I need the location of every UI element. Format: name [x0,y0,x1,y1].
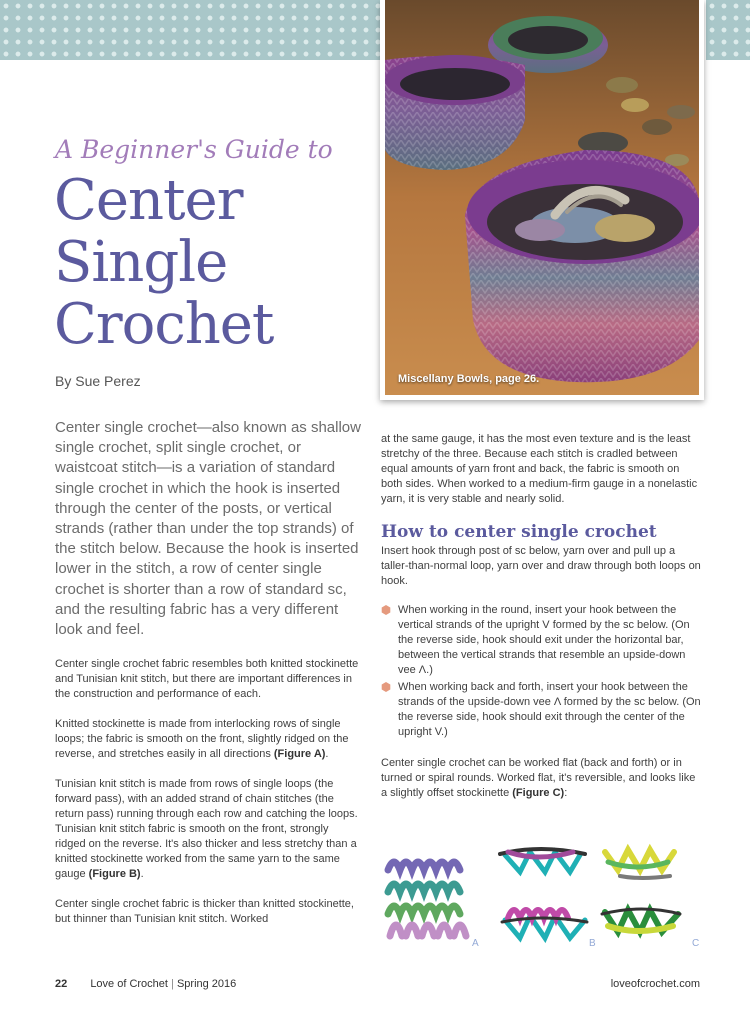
title-line-3: Crochet [54,292,274,357]
stitch-figures [380,840,700,955]
right-paragraph-3 [381,756,701,801]
left-paragraph-4: Center single crochet fabric is thicker than knitted stockinette, but thinner than Tunisian knit stitch. Worked [55,898,354,925]
figure-b-diagram [500,849,587,938]
footer-separator: | [171,978,174,990]
right-paragraph-3-text: Center single crochet can be worked flat (back and forth) or in turned or spiral rounds. Worked flat, it's reversible, and looks like a slightly offset stockinette [381,757,696,799]
left-paragraph-1: Center single crochet fabric resembles both knitted stockinette and Tunisian knit stitch, but there are important differences in the construction and performance of each. [55,658,359,700]
stitch-diagrams-illustration [380,840,700,955]
polka-dot-banner-right [706,0,750,60]
bowls-photo-frame [380,0,704,400]
right-column [381,432,701,801]
right-paragraph-1: at the same gauge, it has the most even texture and is the least stretchy of the three. Because each stitch is cradled between equal amounts of yarn front and back, the fabric is smooth on both sides. When worked to a medium-firm gauge in a nonelastic yarn, it is very stable and nearly solid. [381,433,698,505]
magazine-name: Love of Crochet [90,978,168,990]
page-title [54,170,273,356]
figure-a-reference: (Figure A) [273,748,326,760]
figure-c-label: C [692,938,700,949]
left-paragraph-2 [55,717,360,762]
figure-b-reference: (Figure B) [88,868,141,880]
figure-c-reference: (Figure C) [512,787,565,799]
figure-a-diagram [388,862,466,936]
list-item-text: When working back and forth, insert your hook between the strands of the upside-down vee Λ formed by the sc below. (On the reverse side, hook should exit through the center of the upright V.) [398,681,701,738]
section-heading: How to center single crochet [381,522,657,542]
polka-dot-banner-left [0,0,380,60]
right-paragraph-3-end: : [564,787,568,799]
instruction-list [381,603,701,740]
footer-left [55,978,236,990]
intro-paragraph: Center single crochet—also known as shallow single crochet, split single crochet, or waistcoat stitch—is a variation of standard single crochet in which the hook is inserted through the center of the posts, or vertical strands (rather than under the top strands) of the stitch below. Because the hook is inserted lower in the stitch, a row of center single crochet is shorter than a row of standard sc, and the resulting fabric has a very different look and feel. [55,419,361,639]
list-item [381,603,701,678]
crochet-bowls-image [385,0,699,395]
byline: By Sue Perez [55,373,141,389]
photo-caption: Miscellany Bowls, page 26. [398,373,540,385]
left-paragraph-2-text: Knitted stockinette is made from interlocking rows of single loops; the fabric is smooth on the front, slightly ridged on the reverse, and stretches easily in all directions [55,718,349,760]
list-item [381,680,701,740]
page-number: 22 [55,978,68,990]
right-paragraph-2: Insert hook through post of sc below, yarn over and pull up a taller-than-normal loop, yarn over and draw through both loops on hook. [381,545,701,587]
hexagon-bullet-icon [381,682,391,692]
left-paragraph-2-end: . [325,748,329,760]
left-paragraph-3 [55,777,360,882]
hexagon-bullet-icon [381,605,391,615]
title-line-1: Center [54,168,243,233]
figure-b-label: B [589,938,596,949]
left-paragraph-3-text: Tunisian knit stitch is made from rows of single loops (the forward pass), with an added strand of chain stitches (the return pass) running through each row and catching the loops. Tunisian knit stitch fabric is smooth on the front, strongly ridged on the reverse. It's also thicker and less stretchy than a knitted stockinette worked from the same yarn to the same gauge [55,778,358,880]
website-link[interactable]: loveofcrochet.com [610,978,700,990]
title-kicker: A Beginner's Guide to [55,135,333,164]
left-paragraph-3-end: . [140,868,144,880]
issue-date: Spring 2016 [176,978,237,990]
title-line-2: Single [54,230,228,295]
figure-a-label: A [472,938,479,949]
figure-c-diagram [602,850,680,932]
list-item-text: When working in the round, insert your hook between the vertical strands of the upright V formed by the sc below. (On the reverse side, hook should exit under the horizontal bar, between the vertical strands that resemble an upside-down vee Λ.) [398,604,690,676]
bowls-photo [385,0,699,395]
left-column [55,657,360,942]
